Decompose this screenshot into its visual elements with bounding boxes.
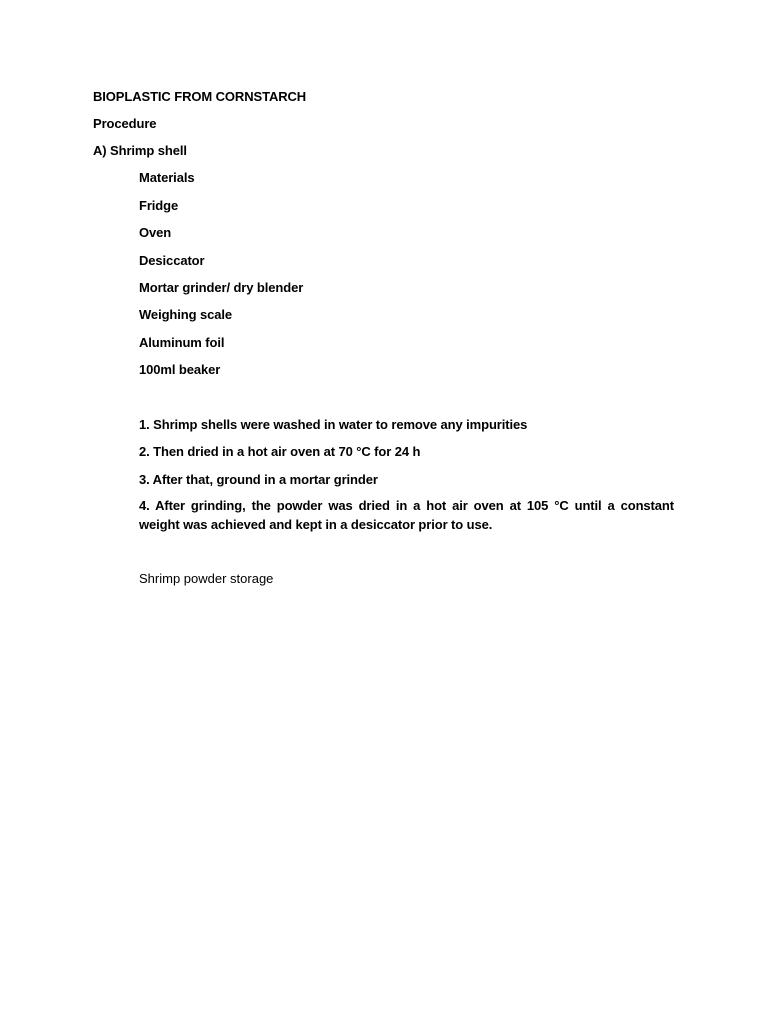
- section-heading: Procedure: [93, 116, 157, 131]
- procedure-step: 1. Shrimp shells were washed in water to remove any impurities: [139, 417, 528, 432]
- document-title: BIOPLASTIC FROM CORNSTARCH: [93, 89, 307, 104]
- procedure-step: 3. After that, ground in a mortar grinder: [139, 472, 378, 487]
- subsection-heading: A) Shrimp shell: [93, 143, 187, 158]
- material-item: 100ml beaker: [139, 362, 221, 377]
- material-item: Oven: [139, 225, 172, 240]
- procedure-step: 4. After grinding, the powder was dried in a hot air oven at 105 °C until a constant weight was achieved and kept in a desiccator prior to use.: [139, 498, 674, 532]
- materials-heading: Materials: [139, 170, 195, 185]
- material-item: Mortar grinder/ dry blender: [139, 280, 304, 295]
- material-item: Weighing scale: [139, 307, 232, 322]
- figure-caption: Shrimp powder storage: [139, 571, 274, 586]
- procedure-step: 2. Then dried in a hot air oven at 70 °C for 24 h: [139, 444, 421, 459]
- material-item: Aluminum foil: [139, 335, 225, 350]
- material-item: Fridge: [139, 198, 179, 213]
- material-item: Desiccator: [139, 253, 205, 268]
